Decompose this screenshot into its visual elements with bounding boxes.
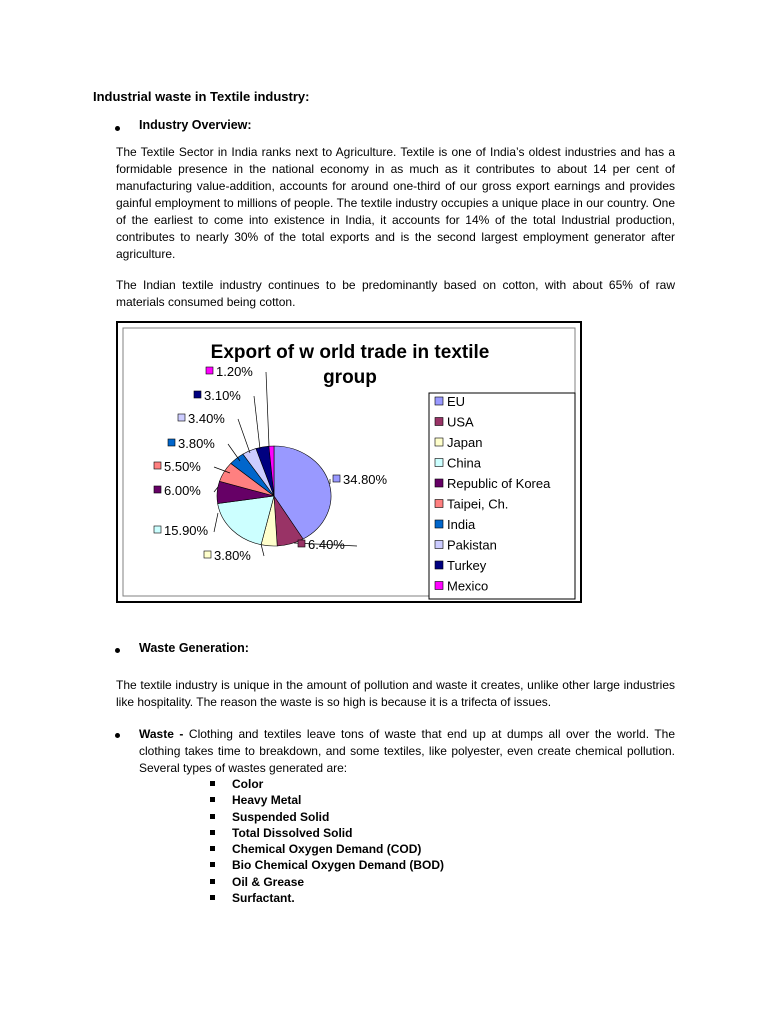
data-label: 6.40% [308, 537, 345, 552]
waste-type-item: Surfactant. [210, 890, 444, 906]
legend-label: Pakistan [447, 537, 497, 553]
data-label: 15.90% [164, 523, 209, 538]
legend-swatch [435, 520, 443, 528]
data-label: 3.10% [204, 388, 241, 403]
legend-label: USA [447, 414, 474, 430]
waste-type-item: Oil & Grease [210, 874, 444, 890]
waste-bullet-paragraph [139, 726, 675, 777]
data-label: 3.80% [178, 436, 215, 451]
data-label-swatch [206, 367, 213, 374]
waste-bullet-label: Waste - [139, 727, 184, 741]
waste-type-item: Bio Chemical Oxygen Demand (BOD) [210, 857, 444, 873]
legend-label: Japan [447, 435, 483, 450]
waste-type-item: Total Dissolved Solid [210, 825, 444, 841]
data-label-swatch [194, 391, 201, 398]
legend-swatch [435, 438, 443, 446]
data-label-swatch [168, 439, 175, 446]
legend-swatch [435, 479, 443, 487]
data-label-swatch [154, 526, 161, 533]
pie-chart [118, 323, 580, 601]
legend-label: India [447, 517, 476, 532]
legend-label: Turkey [447, 558, 487, 573]
data-label-swatch [333, 475, 340, 482]
legend-swatch [435, 418, 443, 426]
legend-swatch [435, 582, 443, 590]
pie-chart-frame [116, 321, 582, 603]
data-label: 1.20% [216, 364, 253, 379]
data-label: 3.40% [188, 411, 225, 426]
legend-label: Mexico [447, 578, 489, 594]
legend-label: China [447, 455, 481, 471]
chart-title-line-2: group [323, 367, 377, 388]
pie-slices [217, 446, 331, 546]
legend-swatch [435, 561, 443, 569]
legend-swatch [435, 397, 443, 405]
bullet-dot [115, 733, 120, 738]
waste-generation-heading: Waste Generation: [139, 641, 249, 655]
legend-label: Republic of Korea [447, 476, 551, 491]
waste-type-item: Color [210, 776, 444, 792]
waste-bullet-text: Clothing and textiles leave tons of waste that end up at dumps all over the world. The clothing takes time to breakdown, and some textiles, like polyester, even create chemical pollution. Several types of wastes generated are: [139, 727, 675, 775]
overview-heading: Industry Overview: [139, 118, 252, 132]
overview-paragraph-1: The Textile Sector in India ranks next to Agriculture. Textile is one of India’s oldest industries and has a formidable presence in the national economy in as much as it contributes to about 14 per cent of manufacturing value-addition, accounts for around one-third of our gross export earnings and provides gainful employment to millions of people. The textile industry occupies a unique place in our country. One of the earliest to come into existence in India, it accounts for 14% of the total Industrial production, contributes to nearly 30% of the total exports and is the second largest employment generator after agriculture. [116, 145, 675, 261]
data-label: 5.50% [164, 459, 201, 474]
legend-swatch [435, 500, 443, 508]
data-label: 3.80% [214, 548, 251, 563]
waste-type-item: Heavy Metal [210, 792, 444, 808]
chart-title-line-1: Export of w orld trade in textile [210, 342, 490, 363]
waste-types-list [210, 776, 444, 906]
legend-label: Taipei, Ch. [447, 496, 509, 512]
data-label-swatch [178, 414, 185, 421]
bullet-dot [115, 648, 120, 653]
data-label-swatch [298, 540, 305, 547]
data-label-swatch [204, 551, 211, 558]
legend-label: EU [447, 394, 466, 409]
bullet-dot [115, 126, 120, 131]
data-label: 6.00% [164, 483, 201, 498]
data-label-swatch [154, 462, 161, 469]
document-title: Industrial waste in Textile industry: [93, 89, 310, 104]
overview-paragraph-2: The Indian textile industry continues to be predominantly based on cotton, with about 65% of raw materials consumed being cotton. [116, 278, 675, 309]
legend-swatch [435, 459, 443, 467]
waste-type-item: Chemical Oxygen Demand (COD) [210, 841, 444, 857]
waste-type-item: Suspended Solid [210, 809, 444, 825]
data-label-swatch [154, 486, 161, 493]
legend-swatch [435, 541, 443, 549]
waste-generation-paragraph: The textile industry is unique in the amount of pollution and waste it creates, unlike other large industries like hospitality. The reason the waste is so high is because it is a trifecta of issues. [116, 678, 675, 709]
data-label: 34.80% [343, 472, 388, 487]
